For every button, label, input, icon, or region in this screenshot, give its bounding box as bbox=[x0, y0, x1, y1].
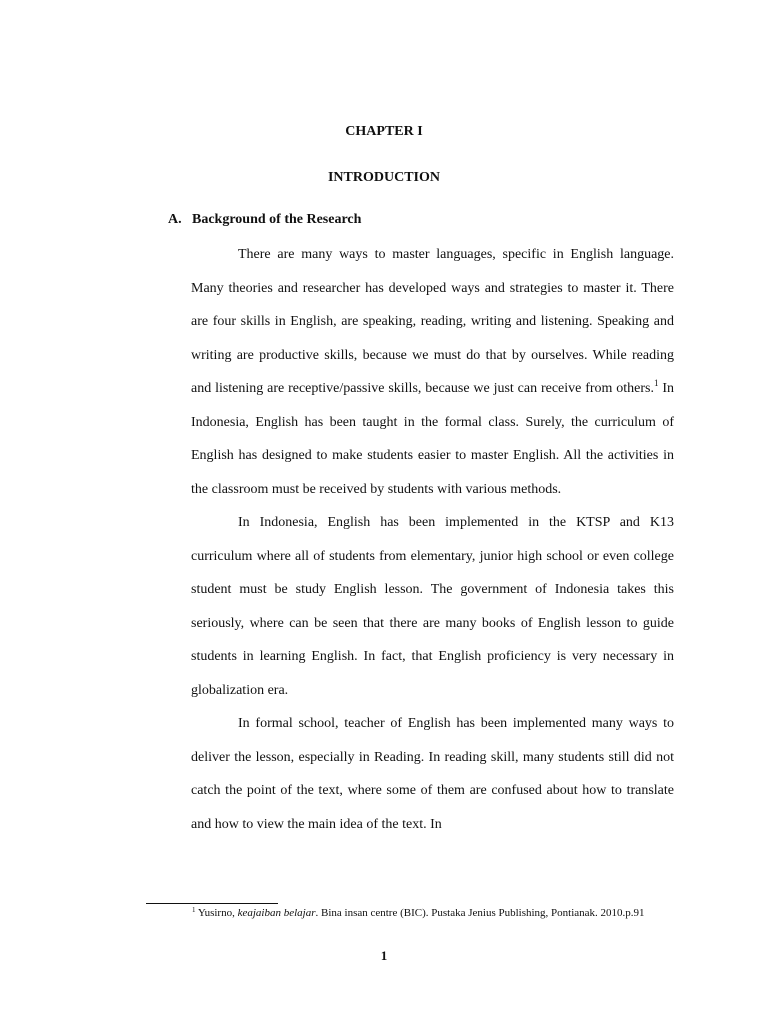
paragraph-1-part2: In Indonesia, English has been taught in the formal class. Surely, the curriculum of English has designed to make students easier to master English. All the activities in the classroom must be received by students with various methods. bbox=[191, 381, 674, 497]
footnote-separator bbox=[146, 903, 278, 904]
footnote-author: Yusirno, bbox=[195, 907, 238, 919]
footnote-book-title: keajaiban belajar bbox=[237, 907, 316, 919]
paragraph-2: In Indonesia, English has been implemented in the KTSP and K13 curriculum where all of students from elementary, junior high school or even college student must be study English lesson. The government of Indonesia takes this seriously, where can be seen that there are many books of English lesson to guide students in learning English. In fact, that English proficiency is very necessary in globalization era. bbox=[191, 515, 674, 698]
section-heading-text: Background of the Research bbox=[192, 212, 362, 227]
body-text bbox=[191, 238, 674, 841]
page-number: 1 bbox=[380, 948, 388, 963]
section-number: A. bbox=[168, 212, 182, 227]
section-heading bbox=[168, 212, 361, 228]
footnote bbox=[146, 906, 676, 921]
paragraph-1 bbox=[191, 238, 674, 506]
paragraph-1-part1: There are many ways to master languages, specific in English language. Many theories and researcher has developed ways and strategies to master it. There are four skills in English, are speaking, reading, writing and listening. Speaking and writing are productive skills, because we must do that by ourselves. While reading and listening are receptive/passive skills, because we just can receive from others. bbox=[191, 247, 674, 396]
footnote-rest: . Bina insan centre (BIC). Pustaka Jenius Publishing, Pontianak. 2010.p.91 bbox=[315, 907, 645, 919]
chapter-label: CHAPTER I bbox=[345, 124, 423, 139]
paragraph-3: In formal school, teacher of English has been implemented many ways to deliver the lesson, especially in Reading. In reading skill, many students still did not catch the point of the text, where some of them are confused about how to translate and how to view the main idea of the text. In bbox=[191, 716, 674, 832]
footnote-reference: 1 bbox=[653, 378, 659, 388]
chapter-title: INTRODUCTION bbox=[327, 170, 440, 185]
footnote-marker: 1 bbox=[192, 906, 196, 914]
